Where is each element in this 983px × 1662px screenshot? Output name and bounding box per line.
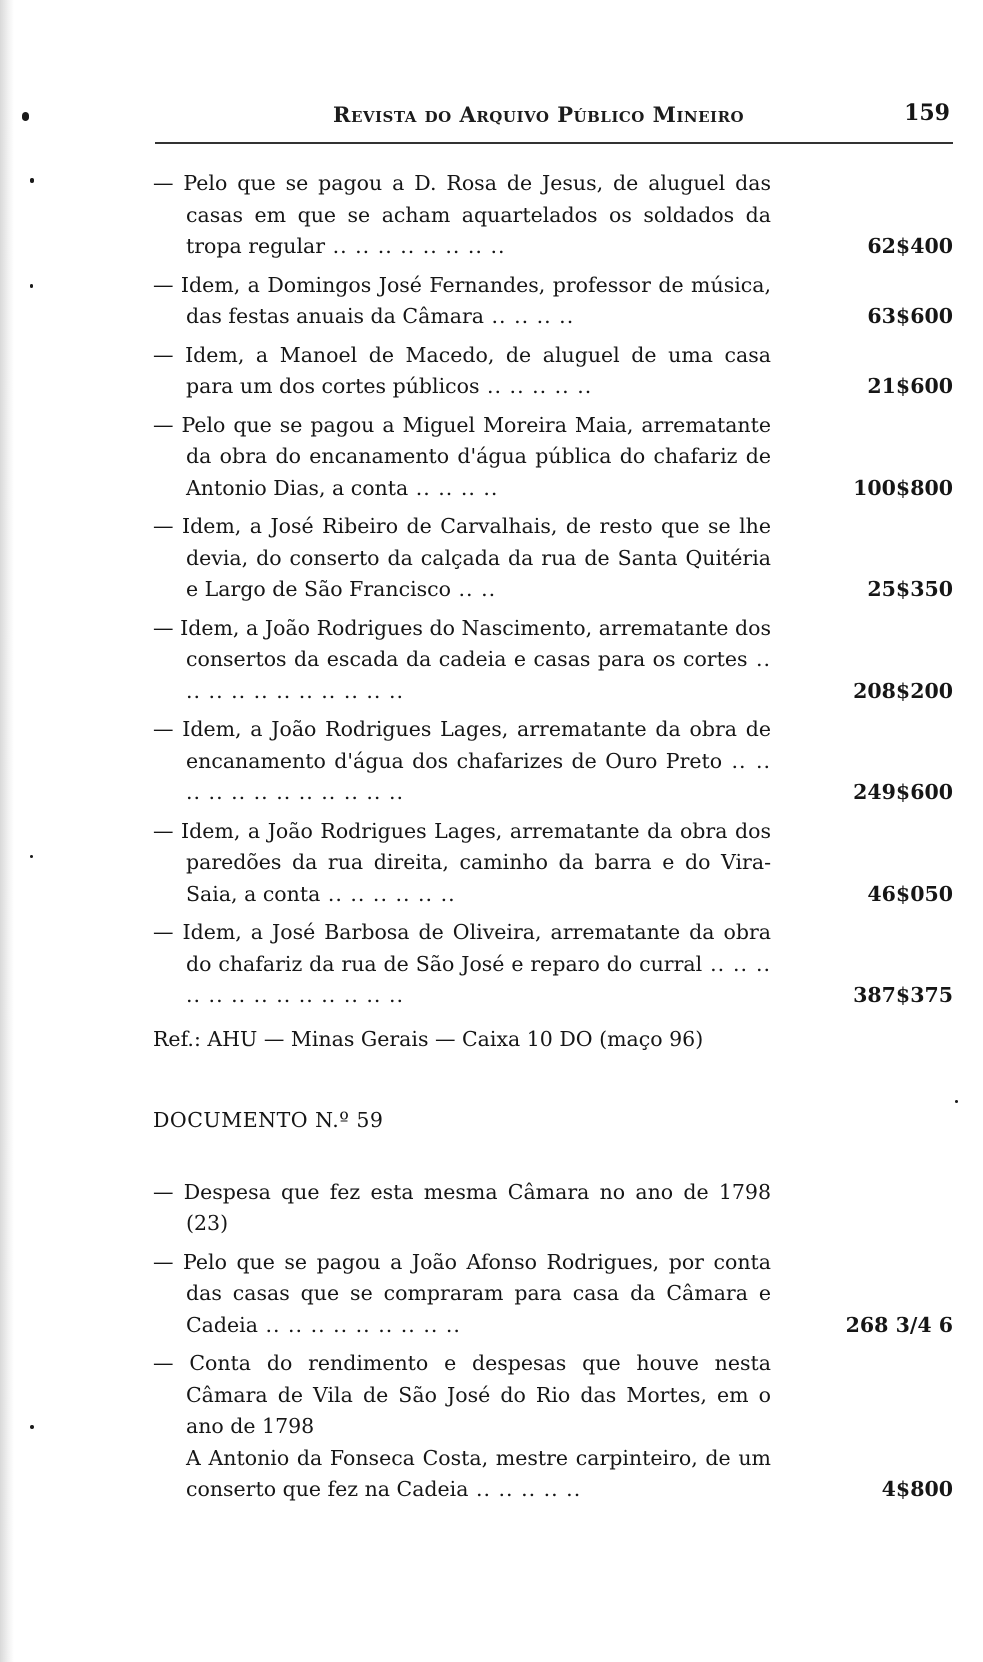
- page-header: [155, 100, 950, 138]
- entry-amount: 21$600: [867, 374, 953, 398]
- entry-description: — Idem, a Manoel de Macedo, de aluguel de uma casa para um dos cortes públicos: [153, 342, 771, 398]
- entry-description: — Idem, a João Rodrigues Lages, arrematante da obra de encanamento d'água dos chafarizes de Ouro Preto: [153, 717, 771, 773]
- running-title: Revista do Arquivo Público Mineiro: [333, 102, 745, 127]
- archive-reference: Ref.: AHU — Minas Gerais — Caixa 10 DO (maço 96): [153, 1026, 704, 1051]
- expense-entry: [153, 168, 953, 263]
- final-entry: [153, 1443, 953, 1506]
- entry-amount: 249$600: [853, 780, 953, 804]
- dot-leader: .. .. .. .. .. ..: [320, 881, 456, 906]
- document-entry: [153, 1177, 953, 1240]
- dot-leader: .. ..: [451, 577, 497, 601]
- page-number: 159: [904, 100, 950, 126]
- expense-entry: [153, 270, 953, 333]
- edge-mark: [30, 855, 33, 858]
- document-heading: DOCUMENTO N.º 59: [153, 1108, 384, 1132]
- entry-amount: 268 3/4 6: [845, 1312, 953, 1337]
- entry-description: — Despesa que fez esta mesma Câmara no ano de 1798 (23): [153, 1179, 771, 1235]
- entry-description: — Idem, a Domingos José Fernandes, professor de música, das festas anuais da Câmara: [153, 272, 771, 328]
- page-body: [153, 168, 953, 1513]
- expense-entry: [153, 917, 953, 1012]
- document-entry: [153, 1348, 953, 1443]
- expense-entry: [153, 511, 953, 606]
- dot-leader: .. .. .. .. .. .. .. ..: [325, 234, 506, 258]
- dot-leader: .. .. .. .. .. .. .. .. .. .. .. .. ..: [186, 951, 771, 1007]
- entry-text: [153, 340, 771, 403]
- entry-description: — Conta do rendimento e despesas que houve nesta Câmara de Vila de São José do Rio das Mortes, em o ano de 1798: [153, 1351, 771, 1438]
- dot-leader: .. .. .. .. ..: [468, 1477, 582, 1501]
- dot-leader: .. .. .. .. .. .. .. .. ..: [257, 1312, 461, 1337]
- entry-text: [153, 1177, 771, 1240]
- entry-amount: 208$200: [853, 678, 953, 703]
- entry-text: [153, 1443, 771, 1506]
- entry-amount: 387$375: [853, 983, 953, 1007]
- entry-description: — Idem, a João Rodrigues do Nascimento, arrematante dos consertos da escada da cadeia e casas para os cortes: [153, 615, 771, 671]
- entry-text: [153, 511, 771, 606]
- entry-description: — Pelo que se pagou a D. Rosa de Jesus, de aluguel das casas em que se acham aquartelados os soldados da tropa regular: [153, 171, 771, 258]
- document-entry: [153, 1247, 953, 1342]
- entry-description: — Idem, a João Rodrigues Lages, arrematante da obra dos paredões da rua direita, caminho da barra e do Vira-Saia, a conta: [153, 818, 771, 906]
- expense-entry: [153, 410, 953, 505]
- expense-entry: [153, 714, 953, 809]
- entry-description: — Idem, a José Barbosa de Oliveira, arrematante da obra do chafariz da rua de São José e reparo do curral: [153, 920, 771, 976]
- edge-mark: [955, 1100, 958, 1103]
- entry-description: — Pelo que se pagou a João Afonso Rodrigues, por conta das casas que se compraram para casa da Câmara e Cadeia: [153, 1249, 771, 1337]
- entry-text: [153, 410, 771, 505]
- entry-description: — Pelo que se pagou a Miguel Moreira Maia, arrematante da obra do encanamento d'água pública do chafariz de Antonio Dias, a conta: [153, 412, 771, 500]
- dot-leader: .. .. .. .. ..: [479, 374, 593, 398]
- edge-mark: [22, 112, 29, 121]
- entry-description: A Antonio da Fonseca Costa, mestre carpinteiro, de um conserto que fez na Cadeia: [186, 1445, 771, 1501]
- entry-text: [153, 270, 771, 333]
- expense-entry: [153, 340, 953, 403]
- entry-text: [153, 714, 771, 809]
- dot-leader: .. .. .. ..: [408, 475, 499, 500]
- entry-text: [153, 1247, 771, 1342]
- entry-text: [153, 1348, 771, 1443]
- entry-description: — Idem, a José Ribeiro de Carvalhais, de resto que se lhe devia, do conserto da calçada da rua de Santa Quitéria e Largo de São Francisco: [153, 514, 771, 601]
- entry-amount: 62$400: [867, 234, 953, 258]
- entry-text: [153, 816, 771, 911]
- entry-amount: 25$350: [867, 577, 953, 601]
- edge-mark: [30, 1425, 34, 1429]
- header-rule: [155, 142, 953, 144]
- expense-entry: [153, 613, 953, 708]
- edge-mark: [30, 284, 33, 288]
- dot-leader: .. .. .. .. .. .. .. .. .. .. ..: [186, 647, 771, 703]
- dot-leader: .. .. .. .. .. .. .. .. .. .. .. ..: [186, 748, 771, 804]
- binding-edge: [0, 0, 14, 1662]
- entry-amount: 4$800: [881, 1477, 953, 1501]
- expense-entry: [153, 816, 953, 911]
- entry-text: [153, 613, 771, 708]
- entry-amount: 46$050: [867, 881, 953, 906]
- edge-mark: [30, 178, 34, 183]
- entry-text: [153, 168, 771, 263]
- entry-text: [153, 917, 771, 1012]
- entry-amount: 100$800: [853, 475, 953, 500]
- entry-amount: 63$600: [867, 304, 953, 328]
- dot-leader: .. .. .. ..: [484, 304, 575, 328]
